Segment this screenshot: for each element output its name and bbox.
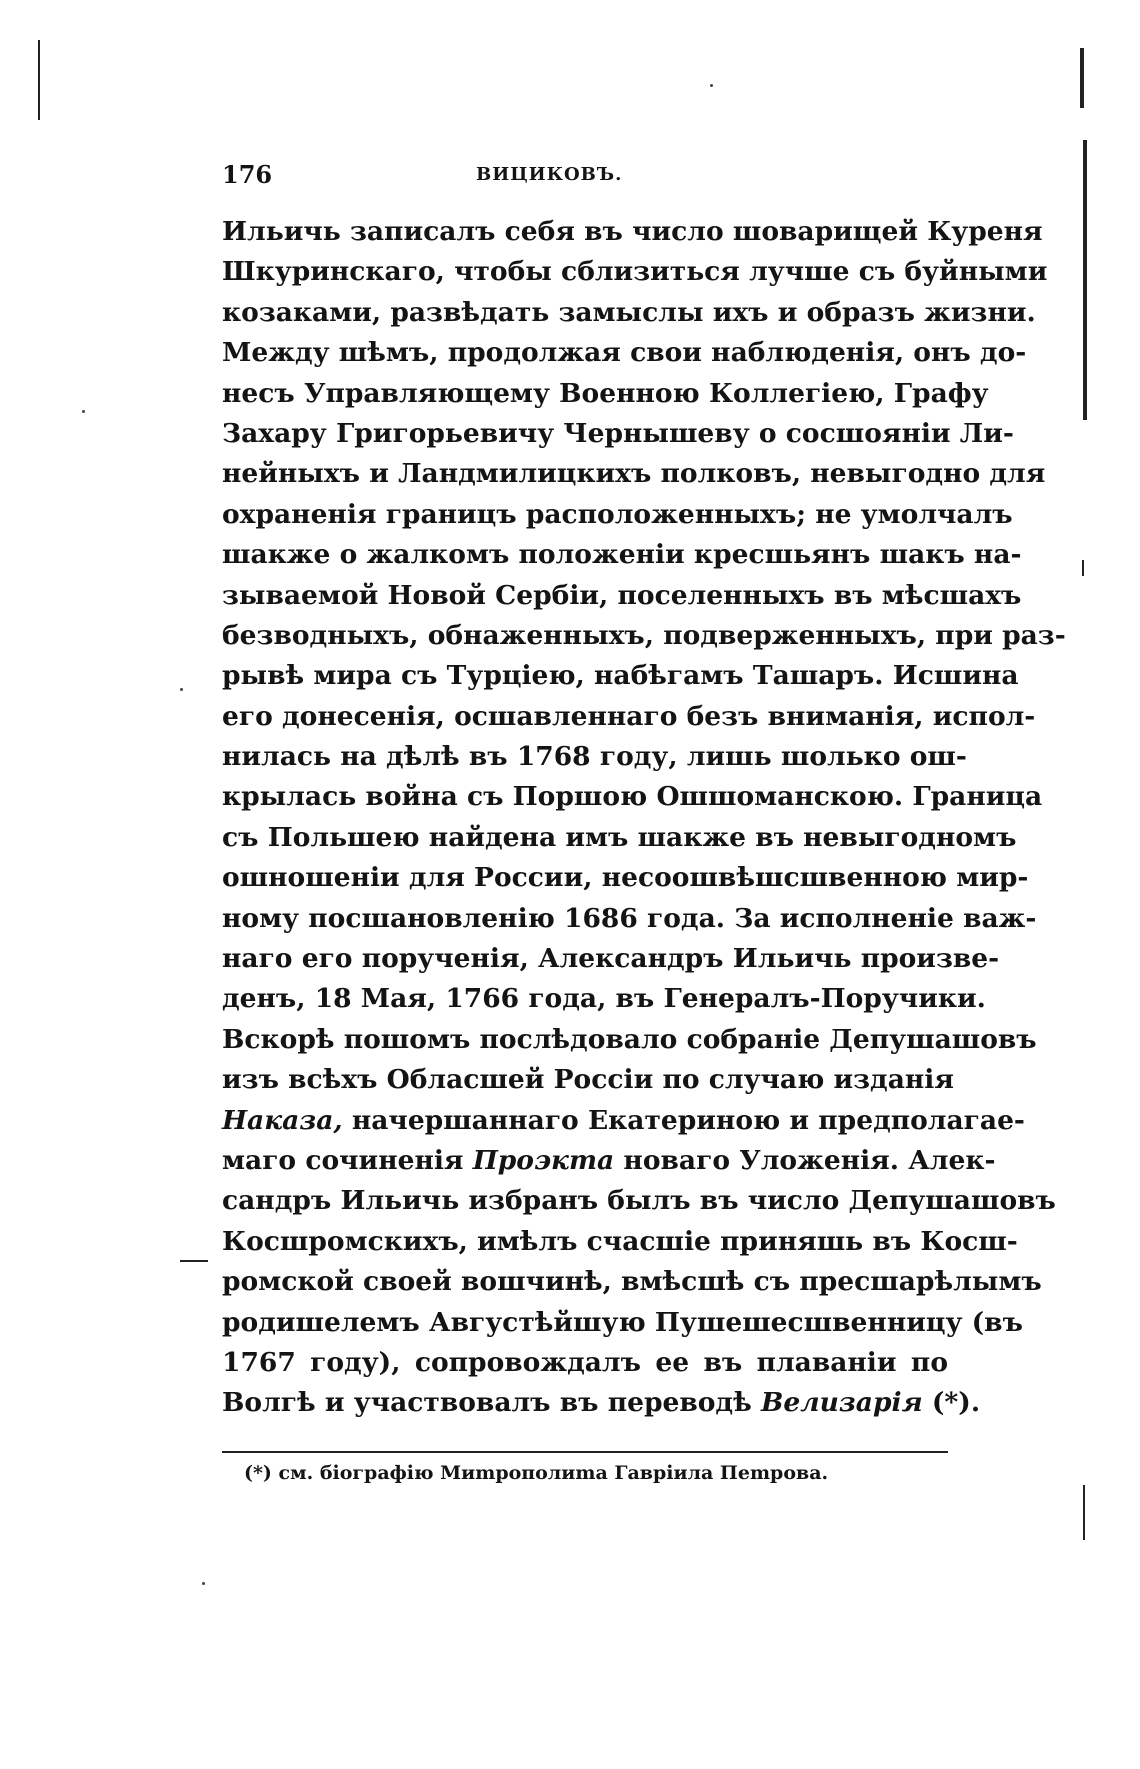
page-header xyxy=(222,160,948,194)
text-line: зываемой Новой Сербіи, поселенныхъ въ мѣсшахъ xyxy=(222,579,1022,611)
scan-margin-tick xyxy=(1082,560,1084,576)
text-line: рывѣ мира съ Турціею, набѣгамъ Ташаръ. Исшина xyxy=(222,660,1019,692)
text-line: 1767 году), сопровождалъ ее въ плаваніи по xyxy=(222,1346,948,1378)
text-line: нейныхъ и Ландмилицкихъ полковъ, невыгодно для xyxy=(222,458,1046,490)
text-line: ромской своей вошчинѣ, вмѣсшѣ съ пресшарѣлымъ xyxy=(222,1266,1042,1298)
text-line: Захару Григорьевичу Чернышеву о сосшояніи Ли- xyxy=(222,417,1014,449)
text-line: ному посшановленію 1686 года. За исполненіе важ- xyxy=(222,902,1037,934)
text-line: безводныхъ, обнаженныхъ, подверженныхъ, при раз- xyxy=(222,619,1066,651)
text-line: охраненія границъ расположенныхъ; не умолчалъ xyxy=(222,498,1013,530)
italic-word: Проэкта xyxy=(472,1144,615,1176)
scan-margin-line xyxy=(1083,140,1087,420)
text-line: его донесенія, осшавленнаго безъ вниманія, испол- xyxy=(222,700,1036,732)
text-fragment: новаго Уложенія. Алек- xyxy=(614,1144,996,1176)
footnote: (*) см. біографію Миmрополиmа Гавріила Пеmрова. xyxy=(244,1462,829,1484)
text-line: Косшромскихъ, имѣлъ счасшіе приняшь въ Косш- xyxy=(222,1225,1018,1257)
text-line: наго его порученія, Александръ Ильичь произве- xyxy=(222,943,1000,975)
text-line: сандръ Ильичь избранъ былъ въ число Депушашовъ xyxy=(222,1185,1056,1217)
text-fragment: (*). xyxy=(922,1387,981,1419)
text-fragment: начершаннаго Екатериною и предполагае- xyxy=(342,1104,1025,1136)
text-line: денъ, 18 Мая, 1766 года, въ Генералъ-Поручики. xyxy=(222,983,986,1015)
footnote-rule xyxy=(222,1451,948,1453)
text-fragment: маго сочиненія xyxy=(222,1144,473,1176)
text-line: родишелемъ Августѣйшую Пушешесшвенницу (въ xyxy=(222,1306,1023,1338)
text-line: козаками, развѣдать замыслы ихъ и образъ жизни. xyxy=(222,296,1036,328)
italic-word: Велизарія xyxy=(760,1387,923,1419)
text-line: несъ Управляющему Военною Коллегіею, Графу xyxy=(222,377,989,409)
scan-speck xyxy=(710,84,713,87)
italic-word: Наказа, xyxy=(222,1104,343,1136)
text-line-italic xyxy=(222,1101,1025,1141)
running-head: ВИЦИКОВЪ. xyxy=(476,164,623,185)
text-line: нилась на дѣлѣ въ 1768 году, лишь шолько ош- xyxy=(222,741,967,773)
body-text xyxy=(222,212,1066,1424)
text-line: Вскорѣ пошомъ послѣдовало собраніе Депушашовъ xyxy=(222,1023,1037,1055)
text-line: Шкуринскаго, чтобы сблизиться лучше съ буйными xyxy=(222,256,1048,288)
scan-edge-left xyxy=(38,40,40,120)
page-number: 176 xyxy=(222,160,273,189)
text-fragment: Волгѣ и участвовалъ въ переводѣ xyxy=(222,1387,761,1419)
margin-dash xyxy=(180,1260,208,1262)
scan-speck xyxy=(202,1582,205,1585)
text-line: съ Польшею найдена имъ шакже въ невыгодномъ xyxy=(222,821,1017,853)
scan-speck xyxy=(180,688,183,691)
text-line: Между шѣмъ, продолжая свои наблюденія, онъ до- xyxy=(222,337,1027,369)
text-line: крылась война съ Поршою Ошшоманскою. Граница xyxy=(222,781,1043,813)
text-line-italic xyxy=(222,1383,981,1423)
text-line-italic xyxy=(222,1141,996,1181)
scan-speck xyxy=(82,410,85,413)
scan-margin-tick xyxy=(1083,1485,1085,1540)
text-line: Ильичь записалъ себя въ число шоварищей Куреня xyxy=(222,216,1043,247)
scan-edge-right xyxy=(1080,48,1084,108)
text-line: изъ всѣхъ Обласшей Россіи по случаю изданія xyxy=(222,1064,954,1096)
text-line: шакже о жалкомъ положеніи кресшьянъ шакъ на- xyxy=(222,539,1022,571)
text-line: ошношеніи для России, несоошвѣшсшвенною мир- xyxy=(222,862,1029,894)
